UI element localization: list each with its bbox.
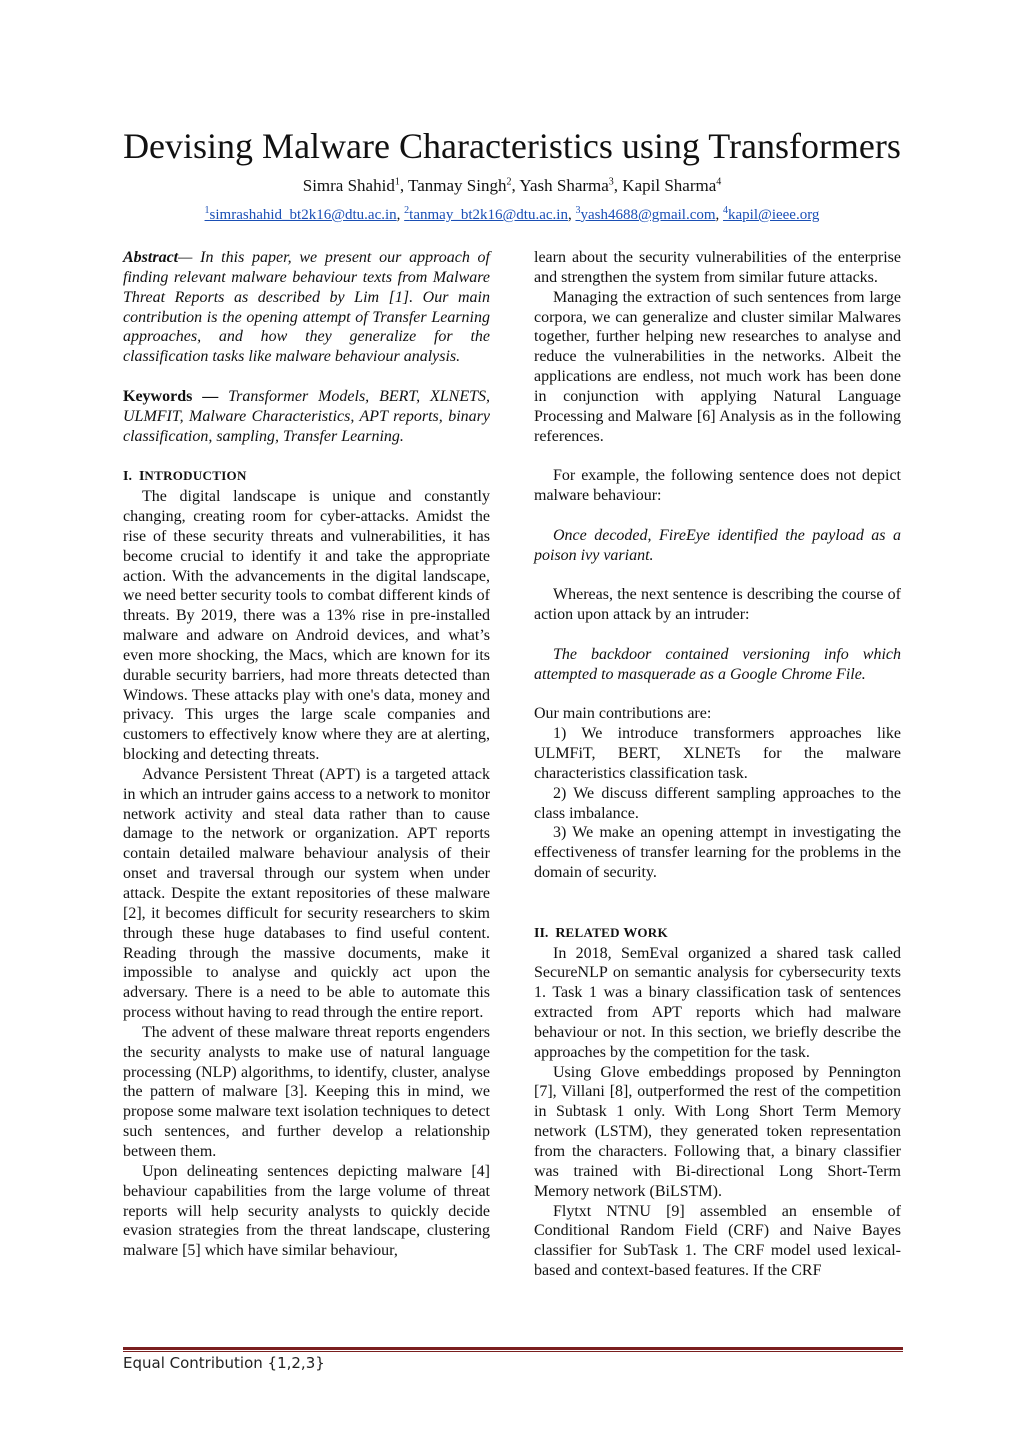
example-quote: The backdoor contained versioning info which attempted to masquerade as a Google Chrome File. — [534, 645, 901, 683]
email-link[interactable]: $^3$yash4688@gmail.com — [575, 205, 716, 223]
paragraph: The digital landscape is unique and constantly changing, creating room for cyber-attacks. Amidst the rise of these security threats and vulnerabilities, it has become crucial to identify it and take the appropriate action. With the advancements in the digital landscape, we need better security tools to combat different kinds of threats. By 2019, there was a 13% rise in pre-installed malware and adware on Android devices, and what’s even more shocking, the Macs, which are known for its durable security barriers, had more threats detected than Windows. These attacks play with one's data, money and privacy. This urges the large scale companies and customers to effectively know where they are at alerting, blocking and detecting threats. — [123, 488, 490, 764]
abstract-label: Abstract — [123, 249, 179, 266]
paragraph: learn about the security vulnerabilities of the enterprise and strengthen the system from similar future attacks. — [534, 249, 901, 286]
paragraph: Advance Persistent Threat (APT) is a targeted attack in which an intruder gains access to a network to monitor network activity and steal data rather than to cause damage to the network or organization. APT reports contain detailed malware behaviour analysis of their onset and traversal through our system when under attack. Despite the extant repositories of these malware [2], it becomes difficult for security researchers to skim through these huge databases to find useful content. Reading through the massive documents, make it impossible to analyse and quickly act upon the adversary. There is a need to be able to automate this process without having to read through the entire report. — [123, 765, 491, 1022]
email-list: $^1$simrashahid_bt2k16@dtu.ac.in, $^2$tanmay_bt2k16@dtu.ac.in, $^3$yash4688@gmail.com, $^4$kapil@ieee.org — [204, 205, 820, 223]
paragraph: The advent of these malware threat reports engenders the security analysts to make use of natural language processing (NLP) algorithms, to identify, cluster, analyse the pattern of malware [3]. Keeping this in mind, we propose some malware text isolation techniques to detect such sentences, and further develop a relationship between them. — [123, 1023, 490, 1160]
right-column — [534, 248, 901, 1281]
email-link[interactable]: $^4$kapil@ieee.org — [723, 205, 820, 223]
paragraph: Using Glove embeddings proposed by Pennington [7], Villani [8], outperformed the rest of the competition in Subtask 1 only. With Long Short Term Memory network (LSTM), they generated token representation from the characters. Following that, a binary classifier was trained with Bi-directional Long Short-Term Memory network (BiLSTM). — [534, 1063, 901, 1200]
abstract-text: In this paper, we present our approach of finding relevant malware behaviour texts from Malware Threat Reports as described by Lim [1]. Our main contribution is the opening attempt of Transfer Learning approaches, and how they generalize for the classification tasks like malware behaviour analysis. — [123, 249, 491, 366]
email-link[interactable]: $^1$simrashahid_bt2k16@dtu.ac.in — [204, 205, 397, 223]
section-heading-related-work: II. RELATED WORK — [534, 924, 668, 941]
author-affil: 1 — [394, 176, 400, 188]
keywords-label: Keywords — — [123, 387, 229, 405]
left-column — [123, 248, 490, 1261]
contribution-item: 2) We discuss different sampling approaches to the class imbalance. — [534, 784, 901, 822]
author: Tanmay Singh — [408, 176, 507, 195]
contributions-title: Our main contributions are: — [534, 705, 712, 723]
section-heading-introduction: I. INTRODUCTION — [123, 468, 247, 485]
author-affil: 2 — [506, 176, 512, 188]
author: Simra Shahid — [302, 176, 395, 195]
paragraph: Whereas, the next sentence is describing the course of action upon attack by an intruder: — [534, 586, 901, 624]
keywords — [123, 387, 490, 447]
author-affil: 3 — [608, 176, 614, 188]
footer-rule — [123, 1347, 903, 1350]
footer-note: Equal Contribution {1,2,3} — [123, 1354, 325, 1372]
author: Yash Sharma — [519, 176, 609, 195]
paragraph: Flytxt NTNU [9] assembled an ensemble of Conditional Random Field (CRF) and Naive Bayes classifier for SubTask 1. The CRF model used lexical-based and context-based features. If the CRF — [534, 1202, 901, 1280]
paragraph: For example, the following sentence does not depict malware behaviour: — [534, 467, 901, 505]
paragraph: Upon delineating sentences depicting malware [4] behaviour capabilities from the large volume of threat reports will help security analysts to quickly decide evasion strategies from the threat landscape, clustering malware [5] which have similar behaviour, — [123, 1162, 490, 1260]
contribution-item: 1) We introduce transformers approaches like ULMFiT, BERT, XLNETs for the malware characteristics classification task. — [534, 725, 901, 782]
example-quote: Once decoded, FireEye identified the payload as a poison ivy variant. — [534, 526, 901, 564]
abstract: Abstract— In this paper, we present our approach of finding relevant malware behaviour texts from Malware Threat Reports as described by Lim [1]. Our main contribution is the opening attempt of Transfer Learning approaches, and how they generalize for the classification tasks like malware behaviour analysis. — [123, 249, 491, 366]
contribution-item: 3) We make an opening attempt in investigating the effectiveness of transfer learning for the problems in the domain of security. — [534, 824, 901, 882]
email-link[interactable]: $^2$tanmay_bt2k16@dtu.ac.in — [404, 205, 568, 223]
author-list: Simra Shahid$^1$, Tanmay Singh$^2$, Yash Sharma$^3$, Kapil Sharma$^4$ — [302, 176, 722, 195]
keywords-text: Transformer Models, BERT, XLNETS, ULMFIT, Malware Characteristics, APT reports, binary classification, sampling, Transfer Learning. — [123, 387, 491, 445]
paragraph: Managing the extraction of such sentences from large corpora, we can generalize and cluster similar Malwares together, further helping new researches to analyse and reduce the vulnerabilities in the networks. Albeit the applications are endless, not much work has been done in conjunction with applying Natural Language Processing and Malware [6] Analysis as in the following references. — [534, 288, 901, 445]
author: Kapil Sharma — [622, 176, 717, 195]
paper-title: Devising Malware Characteristics using Transformers — [123, 126, 901, 166]
author-affil: 4 — [716, 176, 722, 188]
paragraph: In 2018, SemEval organized a shared task called SecureNLP on semantic analysis for cybersecurity texts 1. Task 1 was a binary classification task of sentences extracted from APT reports which had malware behaviour or not. In this section, we briefly describe the approaches by the competition for the task. — [534, 944, 901, 1061]
